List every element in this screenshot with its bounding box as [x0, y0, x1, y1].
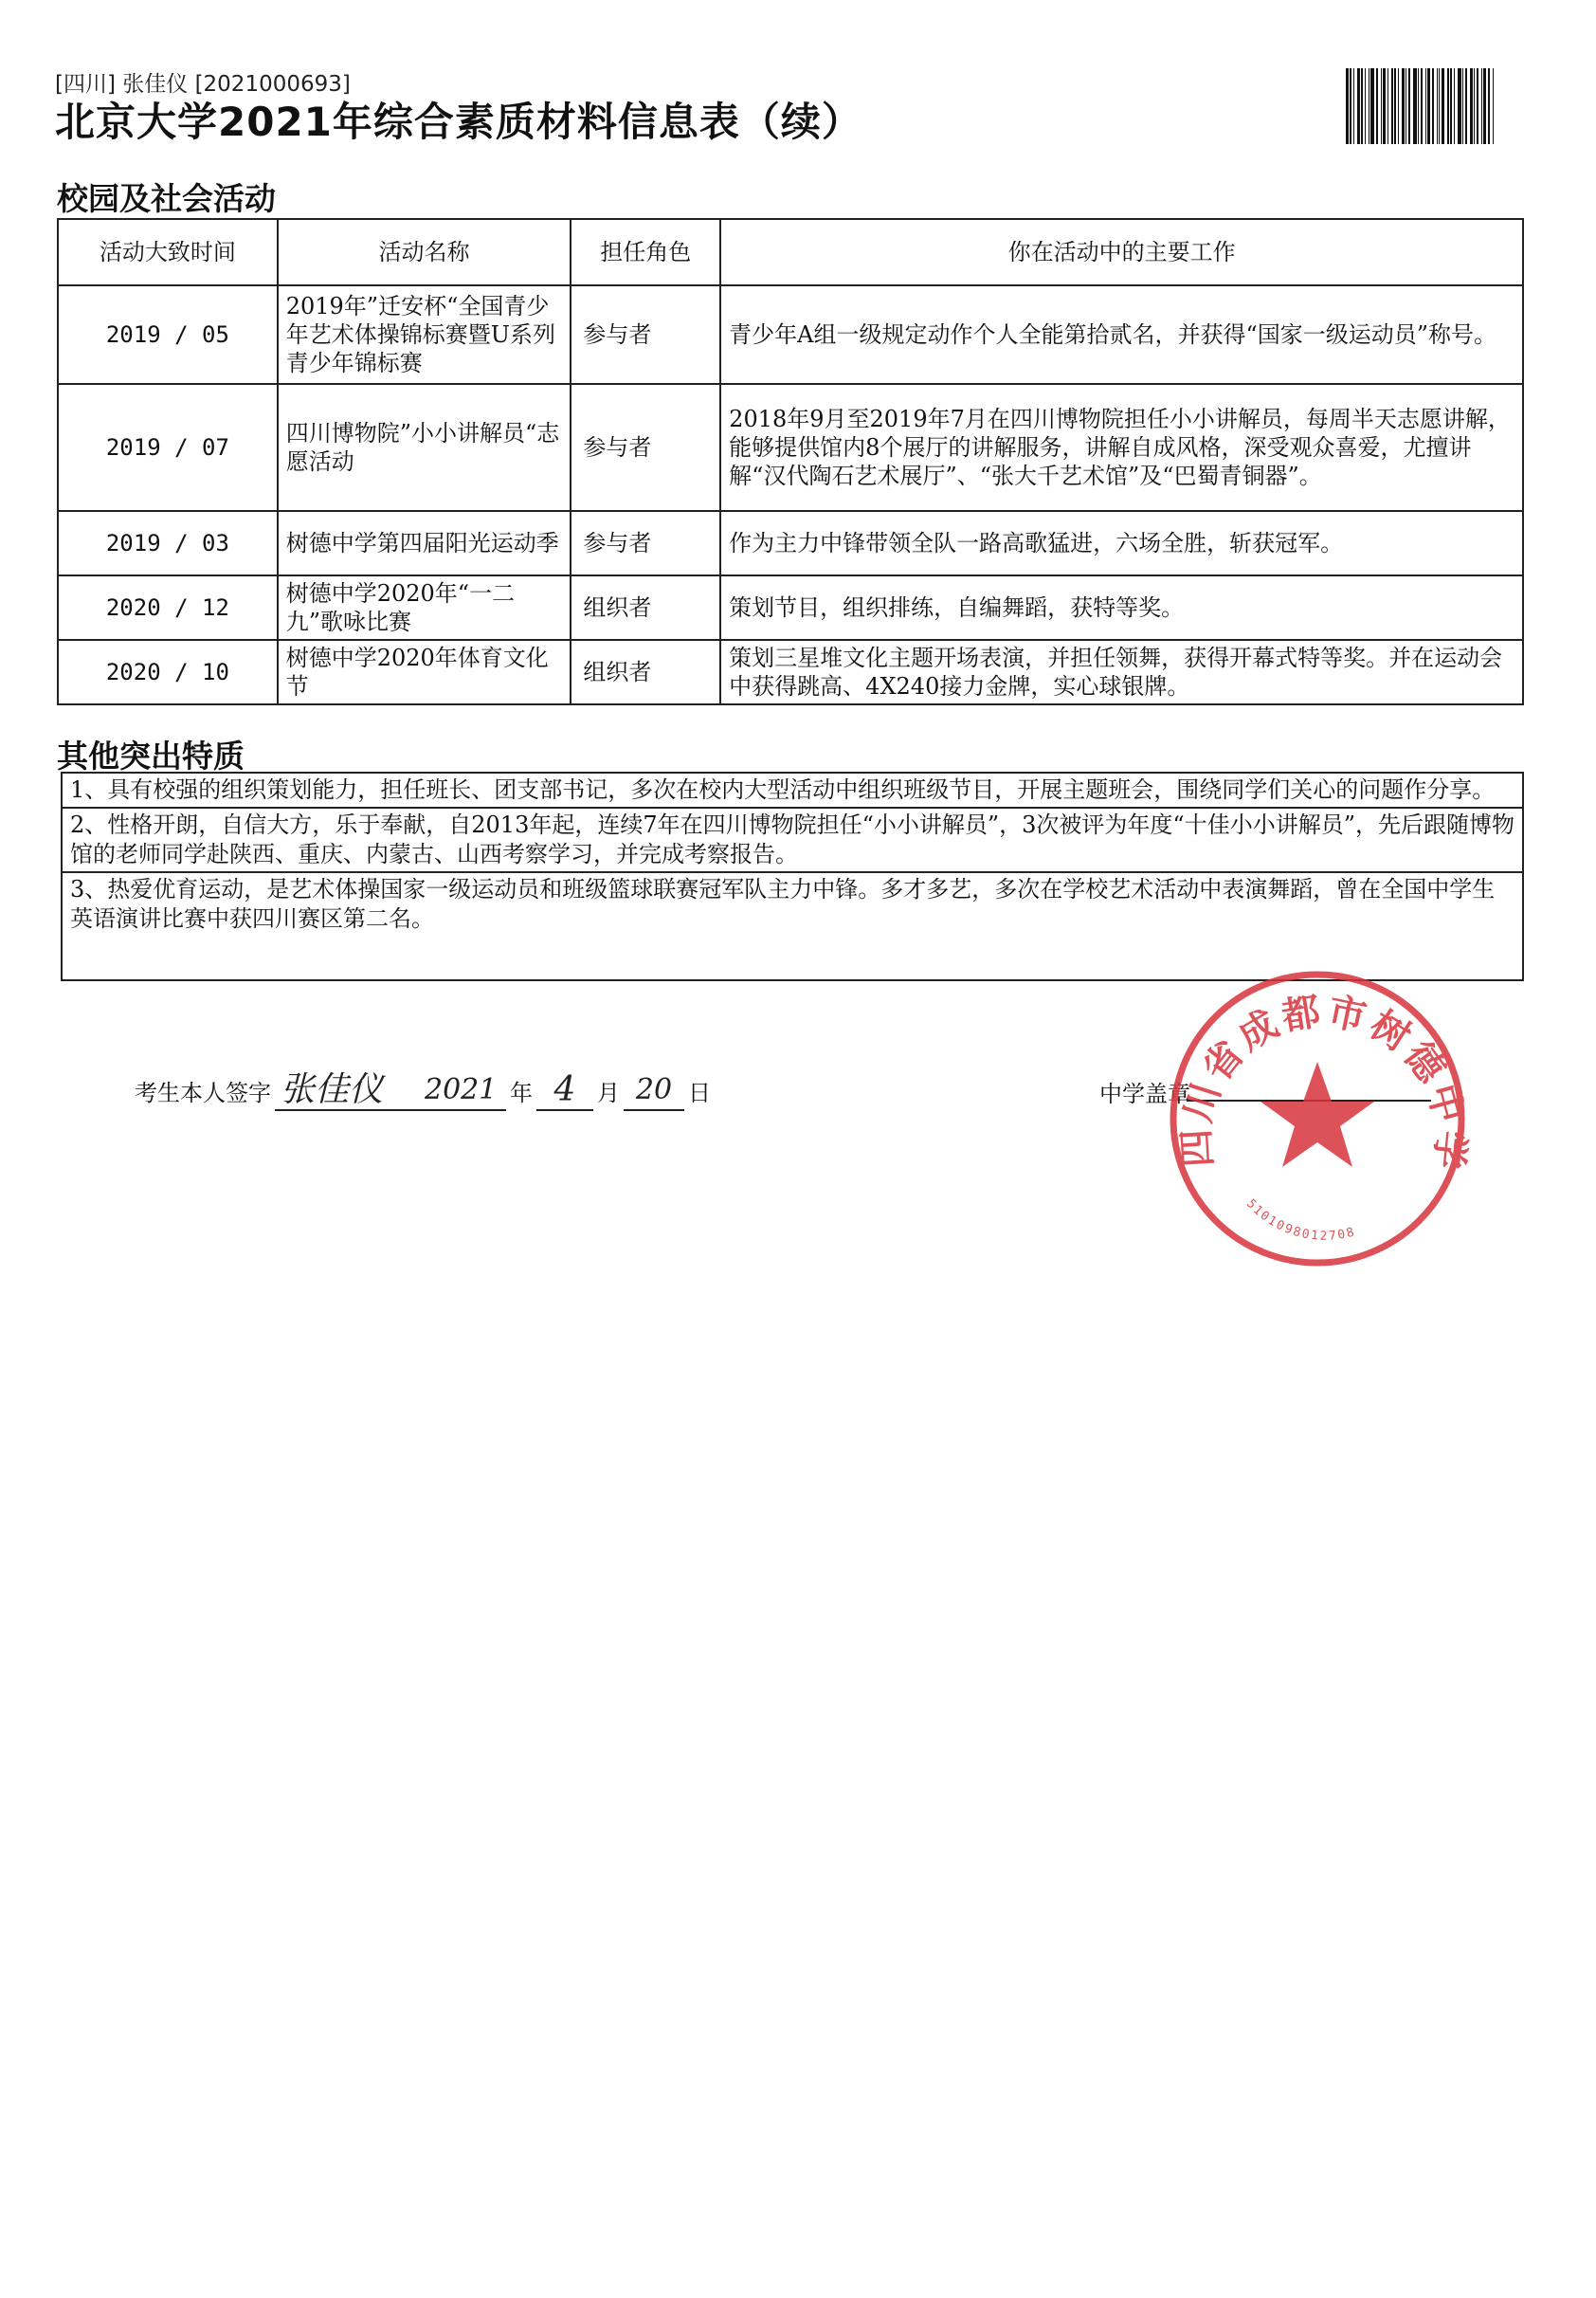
activity-role: 参与者: [571, 511, 720, 575]
activity-work: 作为主力中锋带领全队一路高歌猛进，六场全胜，斩获冠军。: [720, 511, 1523, 575]
column-header: 活动名称: [278, 219, 571, 285]
stamp-star: [1260, 1062, 1374, 1167]
activity-role: 组织者: [571, 640, 720, 704]
table-row: [58, 640, 1523, 704]
signature-year: 2021: [419, 1071, 506, 1111]
column-header: 活动大致时间: [58, 219, 278, 285]
trait-text: 2、性格开朗，自信大方，乐于奉献，自2013年起，连续7年在四川博物院担任“小小讲解员”，3次被评为年度“十佳小小讲解员”，先后跟随博物馆的老师同学赴陕西、重庆、内蒙古、山西考察学习，并完成考察报告。: [62, 808, 1523, 872]
signature-day: 20: [624, 1071, 684, 1111]
activity-work: 策划节目，组织排练，自编舞蹈，获特等奖。: [720, 575, 1523, 640]
activity-work: 青少年A组一级规定动作个人全能第拾贰名，并获得“国家一级运动员”称号。: [720, 285, 1523, 384]
trait-text: 1、具有校强的组织策划能力，担任班长、团支部书记，多次在校内大型活动中组织班级节目，开展主题班会，围绕同学们关心的问题作分享。: [62, 773, 1523, 808]
activity-name: 四川博物院”小小讲解员“志愿活动: [278, 384, 571, 511]
list-item: [62, 773, 1523, 808]
stamp-code: 5101098012708: [1242, 1196, 1358, 1244]
activity-role: 参与者: [571, 384, 720, 511]
day-unit: 日: [688, 1080, 711, 1106]
column-header: 担任角色: [571, 219, 720, 285]
traits-table: [61, 772, 1524, 981]
signature-month: 4: [536, 1071, 593, 1111]
table-row: [58, 384, 1523, 511]
table-row: [58, 285, 1523, 384]
activity-role: 组织者: [571, 575, 720, 640]
activities-table: [57, 218, 1524, 705]
year-unit: 年: [510, 1080, 533, 1106]
section-title-activities: 校园及社会活动: [57, 180, 276, 217]
activity-name: 树德中学2020年体育文化节: [278, 640, 571, 704]
activity-time: 2019 / 03: [58, 511, 278, 575]
activity-work: 2018年9月至2019年7月在四川博物院担任小小讲解员，每周半天志愿讲解，能够提供馆内8个展厅的讲解服务，讲解自成风格，深受观众喜爱，尤擅讲解“汉代陶石艺术展厅”、“张大千艺术馆”及“巴蜀青铜器”。: [720, 384, 1523, 511]
column-header: 你在活动中的主要工作: [720, 219, 1523, 285]
table-row: [58, 511, 1523, 575]
school-stamp-icon: [1156, 958, 1478, 1280]
table-header-row: [58, 219, 1523, 285]
month-unit: 月: [597, 1080, 620, 1106]
activity-time: 2020 / 10: [58, 640, 278, 704]
signature-label: 考生本人签字: [135, 1080, 271, 1106]
activity-role: 参与者: [571, 285, 720, 384]
stamp-text: 四川省成都市树德中学: [1173, 988, 1474, 1175]
table-row: [58, 575, 1523, 640]
activity-time: 2019 / 07: [58, 384, 278, 511]
barcode-icon: [1346, 68, 1522, 144]
signature-line: [131, 1071, 715, 1111]
list-item: [62, 808, 1523, 872]
document-id: [四川] 张佳仪 [2021000693]: [55, 72, 351, 97]
section-title-traits: 其他突出特质: [57, 738, 245, 775]
page-title: 北京大学2021年综合素质材料信息表（续）: [55, 99, 862, 145]
activity-time: 2020 / 12: [58, 575, 278, 640]
activity-time: 2019 / 05: [58, 285, 278, 384]
activity-name: 树德中学第四届阳光运动季: [278, 511, 571, 575]
activity-work: 策划三星堆文化主题开场表演，并担任领舞，获得开幕式特等奖。并在运动会中获得跳高、4X240接力金牌，实心球银牌。: [720, 640, 1523, 704]
school-seal-label: 中学盖章: [1099, 1081, 1190, 1107]
trait-text: 3、热爱优育运动，是艺术体操国家一级运动员和班级篮球联赛冠军队主力中锋。多才多艺，多次在学校艺术活动中表演舞蹈，曾在全国中学生英语演讲比赛中获四川赛区第二名。: [62, 872, 1523, 980]
activity-name: 2019年”迁安杯“全国青少年艺术体操锦标赛暨U系列青少年锦标赛: [278, 285, 571, 384]
signature-name: 张佳仪: [275, 1071, 419, 1111]
activity-name: 树德中学2020年“一二九”歌咏比赛: [278, 575, 571, 640]
